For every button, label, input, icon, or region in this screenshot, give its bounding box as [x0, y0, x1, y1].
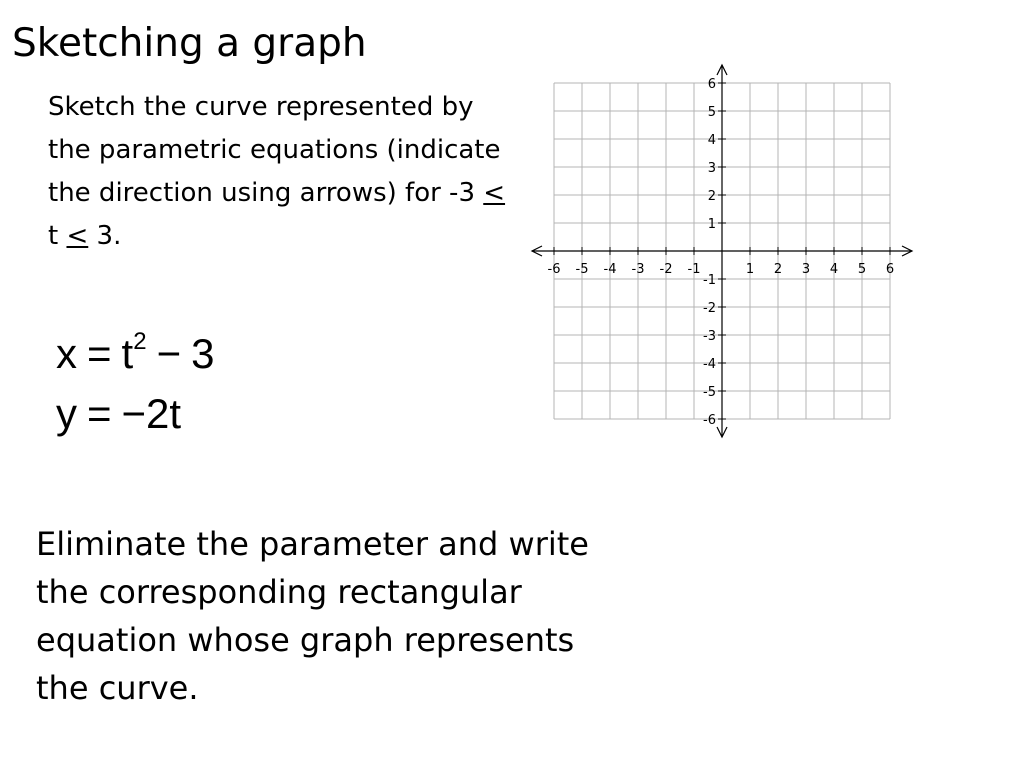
minus-sign: −	[156, 330, 182, 377]
less-equal-symbol: <	[483, 178, 506, 208]
y-tick-label: -1	[703, 273, 716, 288]
equation-y-rhs: −2t	[121, 390, 182, 437]
slide-title: Sketching a graph	[12, 21, 367, 66]
y-tick-label: -6	[703, 413, 716, 428]
x-tick-label: 5	[857, 262, 867, 277]
y-tick-label: 2	[707, 189, 716, 204]
prompt-variable: t	[48, 221, 67, 251]
x-tick-label: -1	[687, 262, 701, 277]
equation-x-exponent: 2	[133, 328, 147, 355]
x-tick-label: -6	[547, 262, 561, 277]
y-tick-label: 6	[707, 77, 716, 92]
x-tick-label: -3	[631, 262, 645, 277]
x-tick-label: 4	[829, 262, 839, 277]
x-tick-label: 1	[745, 262, 755, 277]
y-tick-label: -3	[703, 329, 716, 344]
x-tick-label: 6	[885, 262, 895, 277]
equals-sign: =	[87, 330, 112, 377]
x-tick-label: -2	[659, 262, 673, 277]
equation-x-base: t	[121, 330, 134, 377]
y-tick-label: 3	[707, 161, 716, 176]
x-tick-label: -4	[603, 262, 617, 277]
eliminate-parameter-instructions: Eliminate the parameter and write the corresponding rectangular equation whose graph represents the curve.	[36, 525, 589, 707]
equation-x-lhs: x	[56, 330, 77, 377]
x-tick-label: 3	[801, 262, 811, 277]
y-tick-label: -2	[703, 301, 716, 316]
equation-x-constant: 3	[191, 330, 215, 377]
y-tick-label: -5	[703, 385, 716, 400]
y-tick-label: 5	[707, 105, 716, 120]
equals-sign: =	[87, 390, 112, 437]
y-tick-label: 4	[707, 133, 716, 148]
y-tick-label: 1	[707, 217, 716, 232]
less-equal-symbol: <	[66, 221, 89, 251]
equation-y-lhs: y	[56, 390, 77, 437]
prompt-text: Sketch the curve represented by the parametric equations (indicate the direction using arrows) for -3	[48, 92, 501, 208]
x-tick-label: -5	[575, 262, 589, 277]
y-tick-label: -4	[703, 357, 716, 372]
x-tick-label: 2	[773, 262, 783, 277]
prompt-end: 3.	[88, 221, 122, 251]
